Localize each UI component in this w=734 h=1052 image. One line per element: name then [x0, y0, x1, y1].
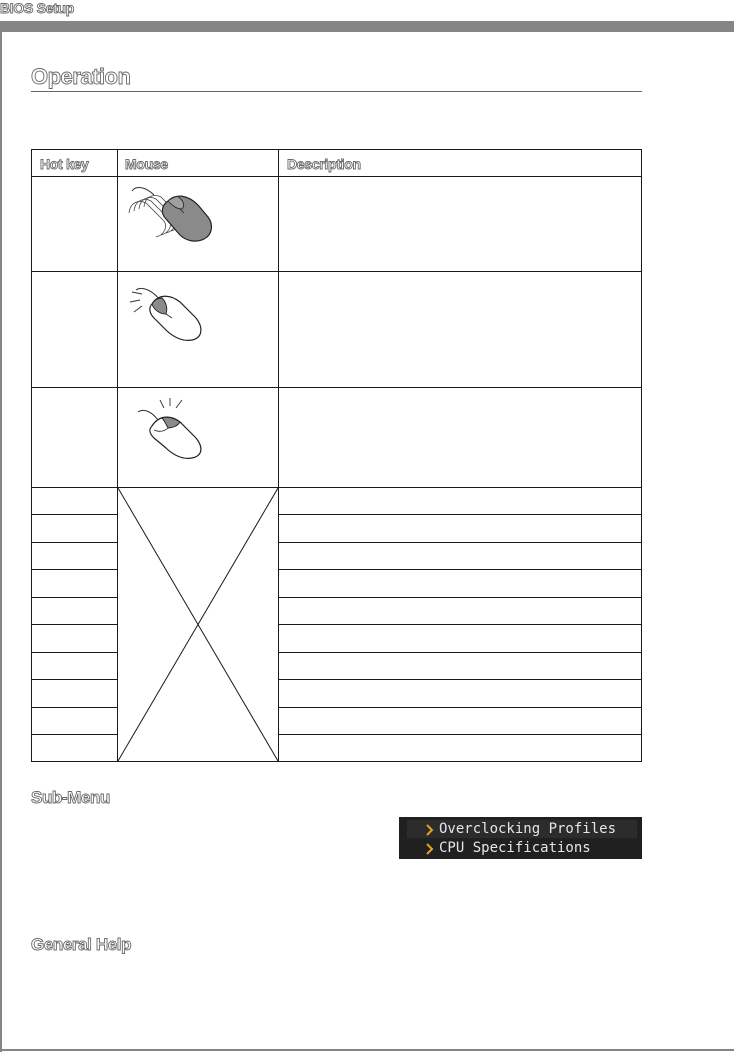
row-divider: [32, 514, 117, 515]
row-divider: [32, 387, 641, 388]
row-divider: [279, 652, 641, 653]
row-divider: [279, 679, 641, 680]
mouse-column-not-applicable: [118, 488, 278, 761]
row-divider: [279, 514, 641, 515]
row-divider: [32, 679, 117, 680]
row-divider: [32, 542, 117, 543]
row-divider: [32, 624, 117, 625]
column-header-mouse: Mouse: [125, 156, 168, 172]
left-rule: [0, 32, 2, 1052]
row-divider: [32, 271, 641, 272]
row-divider: [32, 734, 117, 735]
column-divider: [278, 150, 279, 761]
row-divider: [279, 542, 641, 543]
mouse-right-click-icon: [126, 394, 216, 462]
header-bar: [0, 21, 734, 32]
row-divider: [279, 734, 641, 735]
column-header-description: Description: [287, 156, 361, 172]
column-header-hotkey: Hot key: [40, 156, 89, 172]
operation-table: [31, 149, 642, 762]
header-title: BIOS Setup: [0, 0, 75, 16]
submenu-item-label: Overclocking Profiles: [439, 821, 617, 837]
row-divider: [279, 569, 641, 570]
row-divider: [279, 597, 641, 598]
mouse-left-click-icon: [126, 278, 216, 346]
row-divider: [32, 597, 117, 598]
submenu-item-cpu-specifications[interactable]: [407, 839, 637, 857]
section-title-submenu: Sub-Menu: [31, 788, 110, 807]
section-title-operation: Operation: [31, 64, 131, 89]
section-title-general-help: General Help: [31, 935, 132, 954]
submenu-preview: [399, 817, 642, 859]
section-underline: [31, 91, 642, 92]
row-divider: [32, 707, 117, 708]
submenu-item-overclocking-profiles[interactable]: [407, 820, 637, 838]
chevron-right-icon: [425, 824, 435, 836]
bottom-rule: [0, 1049, 734, 1051]
row-divider: [32, 176, 641, 177]
row-divider: [279, 624, 641, 625]
row-divider: [32, 652, 117, 653]
submenu-item-label: CPU Specifications: [439, 840, 591, 856]
mouse-move-icon: [126, 183, 218, 245]
row-divider: [32, 569, 117, 570]
row-divider: [279, 707, 641, 708]
chevron-right-icon: [425, 843, 435, 855]
